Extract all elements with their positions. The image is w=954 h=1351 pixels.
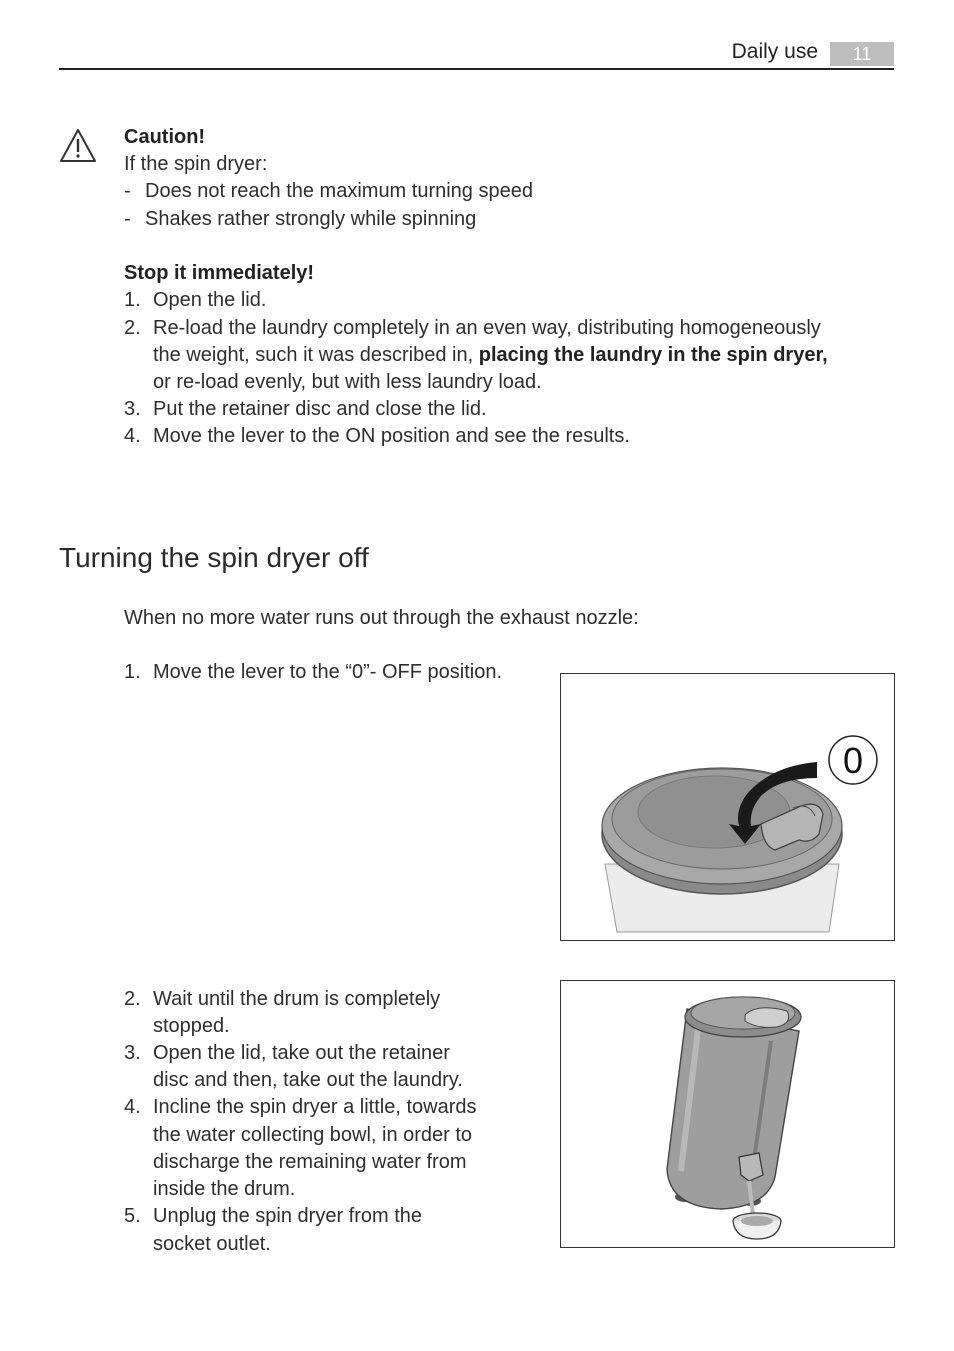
list-dash: - [124,208,131,230]
caution-item-text: Does not reach the maximum turning speed [145,180,533,202]
step-number: 3. [124,398,141,420]
step-number: 3. [124,1042,141,1064]
warning-triangle-icon [58,127,98,164]
step-number: 2. [124,317,141,339]
page-number: 11 [830,42,894,66]
step-number: 1. [124,661,141,683]
step-text-bold-reference: placing the laundry in the spin dryer, [478,344,828,366]
header-rule [59,68,894,70]
step-text: Put the retainer disc and close the lid. [153,398,487,420]
figure-lever-off [560,673,895,941]
list-dash: - [124,180,131,202]
caution-item-text: Shakes rather strongly while spinning [145,208,477,230]
step-text-line [153,342,828,369]
step-text: or re-load evenly, but with less laundry load. [153,371,542,393]
step-text: socket outlet. [153,1233,271,1255]
step-text: discharge the remaining water from [153,1151,467,1173]
step-number: 5. [124,1205,141,1227]
header-section-label: Daily use [731,40,818,63]
spin-dryer-lid-illustration [561,674,894,940]
stop-title: Stop it immediately! [124,262,315,284]
step-number: 4. [124,1096,141,1118]
step-text: Move the lever to the ON position and see the results. [153,425,630,447]
step-number: 1. [124,289,141,311]
step-text-plain: the weight, such it was described in, [153,344,479,366]
caution-intro: If the spin dryer: [124,153,268,175]
figure-draining [560,980,895,1248]
spin-dryer-draining-illustration [561,981,894,1247]
section-intro: When no more water runs out through the exhaust nozzle: [124,607,639,629]
step-text: stopped. [153,1015,230,1037]
step-text: Open the lid, take out the retainer [153,1042,450,1064]
step-text: disc and then, take out the laundry. [153,1069,463,1091]
figure-zero-label: 0 [842,740,864,781]
caution-title: Caution! [124,126,206,148]
step-number: 4. [124,425,141,447]
step-text: Move the lever to the “0”- OFF position. [153,661,503,683]
step-number: 2. [124,988,141,1010]
step-text: Open the lid. [153,289,267,311]
step-text: Re-load the laundry completely in an even way, distributing homogeneously [153,317,821,339]
step-text: the water collecting bowl, in order to [153,1124,473,1146]
step-text: Incline the spin dryer a little, towards [153,1096,477,1118]
step-text: inside the drum. [153,1178,296,1200]
step-text: Unplug the spin dryer from the [153,1205,423,1227]
section-title: Turning the spin dryer off [59,542,369,573]
step-text: Wait until the drum is completely [153,988,441,1010]
